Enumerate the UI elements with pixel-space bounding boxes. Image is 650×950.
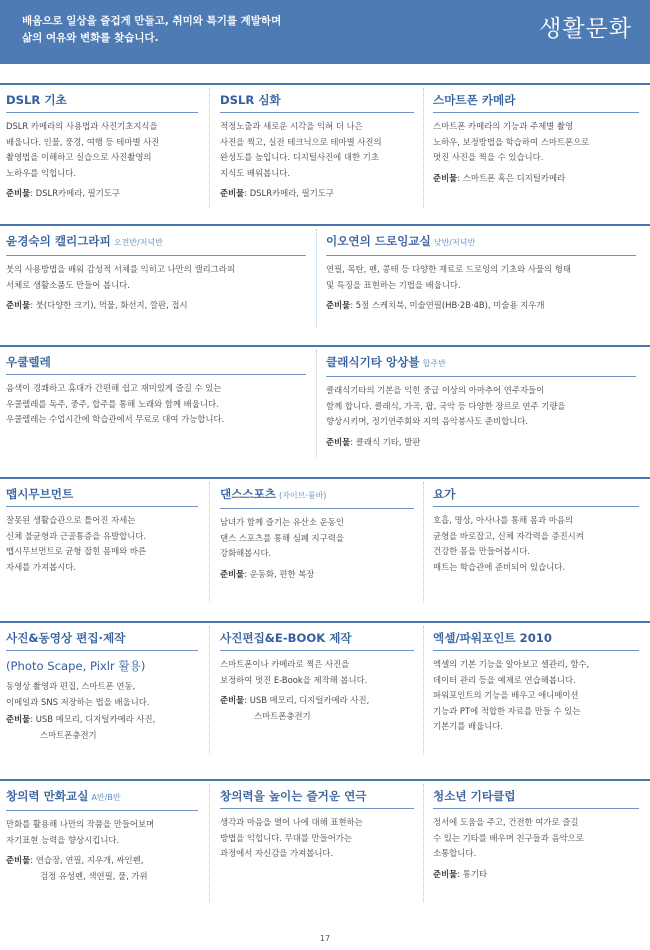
course-supplies (6, 712, 198, 743)
course-card (6, 787, 198, 884)
column-divider (209, 482, 211, 602)
course-description (6, 817, 198, 848)
course-title: DSLR 심화 (220, 93, 281, 107)
row-rule (0, 83, 650, 85)
title-underline (6, 810, 198, 811)
desc-line: 건강한 몸을 만들어봅시다. (433, 546, 530, 556)
supplies-text: : 운동화, 편한 복장 (244, 568, 315, 579)
desc-line: 및 특징을 표현하는 기법을 배웁니다. (326, 279, 461, 290)
course-card (326, 353, 636, 450)
desc-line: 잘못된 생활습관으로 틀어진 자세는 (6, 515, 136, 525)
course-card (433, 91, 639, 186)
header-intro-line: 삶의 여유와 변화를 찾습니다. (22, 32, 159, 44)
course-description (433, 657, 639, 735)
desc-line: 동영상 촬영과 편집, 스마트폰 연동, (6, 681, 136, 691)
desc-line: 만화를 활용해 나만의 작품을 만들어보며 (6, 819, 155, 829)
course-description (6, 381, 306, 428)
course-description (220, 657, 414, 688)
supplies-text: : USB 메모리, 디지털카메라 사진, (30, 714, 156, 724)
course-description (433, 119, 639, 166)
supplies-text-cont: 스마트폰충전기 (254, 710, 311, 721)
desc-line: 연필, 목탄, 펜, 콩테 등 다양한 재료로 드로잉의 기초와 사물의 형태 (326, 264, 571, 274)
course-description (220, 119, 414, 181)
supplies-label: 준비물 (220, 695, 245, 705)
supplies-label: 준비물 (6, 188, 31, 198)
course-card (220, 485, 414, 582)
supplies-text: : 통기타 (457, 868, 488, 879)
course-title-text: 창의력 만화교실 (6, 789, 89, 803)
course-card (6, 629, 198, 743)
desc-line: 맵시무브먼트로 균형 잡힌 몸매와 바른 (6, 546, 147, 556)
desc-line: 붓의 사용방법을 배워 감성적 서체를 익히고 나만의 캘리그라피 (6, 264, 235, 274)
desc-line: 지식도 배워봅니다. (220, 167, 291, 178)
header-intro (22, 13, 352, 47)
desc-line: 데이터 관리 등을 예제로 연습해봅니다. (433, 674, 576, 685)
desc-line: 서체로 생활소품도 만들어 봅니다. (6, 279, 130, 290)
course-title (326, 232, 636, 252)
supplies-label: 준비물 (433, 868, 458, 879)
supplies-text: : 붓(다양한 크기), 먹물, 화선지, 깔판, 접시 (30, 300, 188, 310)
title-underline (6, 506, 198, 507)
header-intro-line: 배움으로 일상을 즐겁게 만들고, 취미와 특기를 계발하며 (22, 15, 282, 27)
title-underline (433, 506, 639, 507)
course-row (0, 83, 650, 213)
desc-line: 수 있는 기타를 배우며 친구들과 음악으로 (433, 832, 584, 843)
course-session: 합주반 (422, 359, 446, 368)
supplies-label: 준비물 (433, 172, 458, 183)
course-card (220, 787, 414, 862)
title-underline (326, 376, 636, 377)
desc-line: 방법을 익힙니다. 무대를 만들어가는 (220, 832, 353, 843)
title-underline (220, 650, 414, 651)
course-description (220, 515, 414, 562)
supplies-text: : 스마트폰 혹은 디지털카메라 (457, 172, 566, 183)
course-card (6, 91, 198, 202)
course-supplies (326, 435, 636, 451)
supplies-text: : 5절 스케치북, 미술연필(HB·2B·4B), 미술용 지우개 (350, 300, 545, 310)
column-divider (423, 482, 425, 602)
column-divider (316, 229, 318, 327)
desc-line: 과정에서 자신감을 가져봅니다. (220, 848, 334, 858)
column-divider (423, 784, 425, 902)
course-description (433, 513, 639, 575)
course-description (220, 815, 414, 862)
column-divider (316, 350, 318, 458)
course-title: 엑셀/파워포인트 2010 (433, 631, 552, 645)
supplies-text-cont: 검정 유성펜, 색연필, 풀, 가위 (40, 870, 148, 881)
course-supplies (220, 693, 414, 724)
desc-line: 호흡, 명상, 아사나를 통해 몸과 마음의 (433, 515, 573, 525)
desc-line: 스마트폰이나 카메라로 찍은 사진을 (220, 659, 350, 669)
desc-line: 자기표현 능력을 향상시킵니다. (6, 834, 120, 845)
course-title-text: 클래식기타 앙상블 (326, 355, 420, 369)
desc-line: 이메일과 SNS 저장하는 법을 배웁니다. (6, 696, 150, 707)
desc-line: 클래식기타의 기본을 익힌 중급 이상의 아마추어 연주자들이 (326, 385, 545, 395)
desc-line: 기본기를 배웁니다. (433, 721, 504, 731)
course-row (0, 477, 650, 607)
desc-line: 기능과 PT에 적합한 자료를 만들 수 있는 (433, 705, 581, 716)
course-description (6, 119, 198, 181)
supplies-text: : USB 메모리, 디지털카메라 사진, (244, 695, 370, 705)
row-rule (0, 779, 650, 781)
course-title: 스마트폰 카메라 (433, 93, 516, 107)
desc-line: 노하우를 익힙니다. (6, 167, 77, 178)
course-card (6, 485, 198, 575)
supplies-label: 준비물 (220, 188, 245, 198)
course-card (6, 232, 306, 314)
course-description (6, 679, 198, 710)
course-session: A반/B반 (91, 793, 121, 802)
course-supplies (6, 186, 198, 202)
course-description (326, 262, 636, 293)
title-underline (433, 650, 639, 651)
course-card (6, 353, 306, 428)
row-rule (0, 345, 650, 347)
desc-line: 향상시키며, 정기연주회와 지역 음악봉사도 준비합니다. (326, 416, 529, 426)
course-description (6, 513, 198, 575)
supplies-label: 준비물 (326, 300, 351, 310)
desc-line: 적정노출과 새로운 시각을 익혀 더 나은 (220, 121, 363, 131)
course-session: 오전반/저녁반 (113, 238, 163, 247)
title-underline (6, 255, 306, 256)
desc-line: 음색이 경쾌하고 휴대가 간편해 쉽고 재미있게 즐길 수 있는 (6, 383, 222, 393)
title-underline (220, 808, 414, 809)
desc-line: DSLR 카메라의 사용법과 사진기초지식을 (6, 121, 158, 131)
course-card (220, 91, 414, 202)
course-title (6, 232, 306, 252)
column-divider (423, 626, 425, 754)
course-title: 우쿨렐레 (6, 355, 51, 369)
title-underline (433, 112, 639, 113)
title-underline (6, 112, 198, 113)
desc-line: 소통합니다. (433, 848, 477, 858)
course-title: 청소년 기타클럽 (433, 789, 516, 803)
course-description (433, 815, 639, 862)
column-divider (423, 88, 425, 208)
desc-line: 매트는 학습관에 준비되어 있습니다. (433, 561, 566, 572)
desc-line: 노하우, 보정방법을 학습하여 스마트폰으로 (433, 136, 590, 147)
supplies-label: 준비물 (6, 855, 31, 865)
supplies-label: 준비물 (220, 568, 245, 579)
desc-line: 촬영법을 이해하고 실습으로 사진촬영의 (6, 152, 152, 162)
course-description (6, 262, 306, 293)
course-supplies (326, 298, 636, 314)
desc-line: 스마트폰 카메라의 기능과 주제별 촬영 (433, 121, 574, 131)
course-title: 창의력을 높이는 즐거운 연극 (220, 789, 367, 803)
course-title (326, 353, 636, 373)
title-underline (220, 508, 414, 509)
page-number: 17 (319, 934, 331, 943)
desc-line: 우쿨렐레를 독주, 중주, 합주를 통해 노래와 함께 배웁니다. (6, 398, 219, 409)
course-card (220, 629, 414, 724)
course-title: 맵시무브먼트 (6, 487, 74, 501)
course-title (220, 485, 414, 505)
course-row (0, 779, 650, 909)
desc-line: 신체 불균형과 근골통증을 유발합니다. (6, 530, 147, 541)
section-title: 생활문화 (539, 16, 632, 42)
course-card (433, 629, 639, 735)
desc-line: 보정하여 멋진 E-Book을 제작해 봅니다. (220, 674, 368, 685)
course-supplies (6, 298, 306, 314)
course-title-text: 이오연의 드로잉교실 (326, 234, 431, 248)
title-underline (433, 808, 639, 809)
desc-line: 함께 합니다. 클래식, 가곡, 팝, 국악 등 다양한 장르로 연주 기량을 (326, 400, 566, 411)
desc-line: 멋진 사진을 찍을 수 있습니다. (433, 152, 544, 162)
supplies-text: : DSLR카메라, 필기도구 (30, 188, 120, 198)
desc-line: 댄스 스포츠를 통해 심폐 지구력을 (220, 532, 344, 543)
desc-line: 생각과 마음을 열어 나에 대해 표현하는 (220, 817, 363, 827)
course-subtitle: (Photo Scape, Pixlr 활용) (6, 659, 146, 673)
header-banner (0, 0, 650, 64)
course-session: 낮반/저녁반 (433, 238, 476, 247)
course-title: 요가 (433, 487, 456, 501)
course-supplies (433, 867, 639, 883)
supplies-label: 준비물 (6, 300, 31, 310)
course-supplies (433, 171, 639, 187)
course-row (0, 345, 650, 463)
desc-line: 자세를 가져봅시다. (6, 561, 77, 572)
desc-line: 강화해봅시다. (220, 548, 272, 558)
row-rule (0, 621, 650, 623)
supplies-text-cont: 스마트폰충전기 (40, 729, 97, 740)
desc-line: 남녀가 함께 즐기는 유산소 운동인 (220, 517, 344, 527)
title-underline (220, 112, 414, 113)
supplies-text: : 연습장, 연필, 지우개, 싸인펜, (30, 855, 144, 865)
supplies-label: 준비물 (6, 714, 31, 724)
course-card (326, 232, 636, 314)
desc-line: 우쿨렐레는 수업시간에 학습관에서 무료로 대여 가능합니다. (6, 414, 225, 424)
course-supplies (220, 567, 414, 583)
supplies-text: : 클래식 기타, 발판 (350, 436, 421, 447)
title-underline (6, 374, 306, 375)
course-card (433, 787, 639, 882)
course-title-text: 윤경숙의 캘리그라피 (6, 234, 111, 248)
row-rule (0, 224, 650, 226)
desc-line: 파워포인트의 기능을 배우고 애니메이션 (433, 690, 579, 700)
course-title: DSLR 기초 (6, 93, 67, 107)
desc-line: 균형을 바로잡고, 신체 자각력을 증진시켜 (433, 530, 584, 541)
course-title: 사진&동영상 편집·제작 (6, 631, 126, 645)
course-row (0, 224, 650, 332)
course-session: (자이브·룸바) (279, 491, 327, 500)
title-underline (326, 255, 636, 256)
title-underline (6, 650, 198, 651)
column-divider (209, 784, 211, 902)
course-title (6, 787, 198, 807)
course-card (433, 485, 639, 575)
desc-line: 엑셀의 기본 기능을 알아보고 셀관리, 함수, (433, 659, 590, 669)
course-title: 사진편집&E-BOOK 제작 (220, 631, 352, 645)
desc-line: 배웁니다. 인물, 풍경, 여행 등 테마별 사진 (6, 136, 160, 147)
course-title-text: 댄스스포츠 (220, 487, 276, 501)
course-supplies (6, 853, 198, 884)
desc-line: 정서에 도움을 주고, 건전한 여가로 즐길 (433, 817, 579, 827)
column-divider (209, 88, 211, 208)
supplies-label: 준비물 (326, 436, 351, 447)
column-divider (209, 626, 211, 754)
supplies-text: : DSLR카메라, 필기도구 (244, 188, 334, 198)
desc-line: 완성도를 높입니다. 디지털사진에 대한 기초 (220, 152, 379, 162)
course-row (0, 621, 650, 759)
row-rule (0, 477, 650, 479)
course-supplies (220, 186, 414, 202)
desc-line: 사진을 찍고, 실전 테크닉으로 테마별 사진의 (220, 136, 382, 147)
course-description (326, 383, 636, 430)
